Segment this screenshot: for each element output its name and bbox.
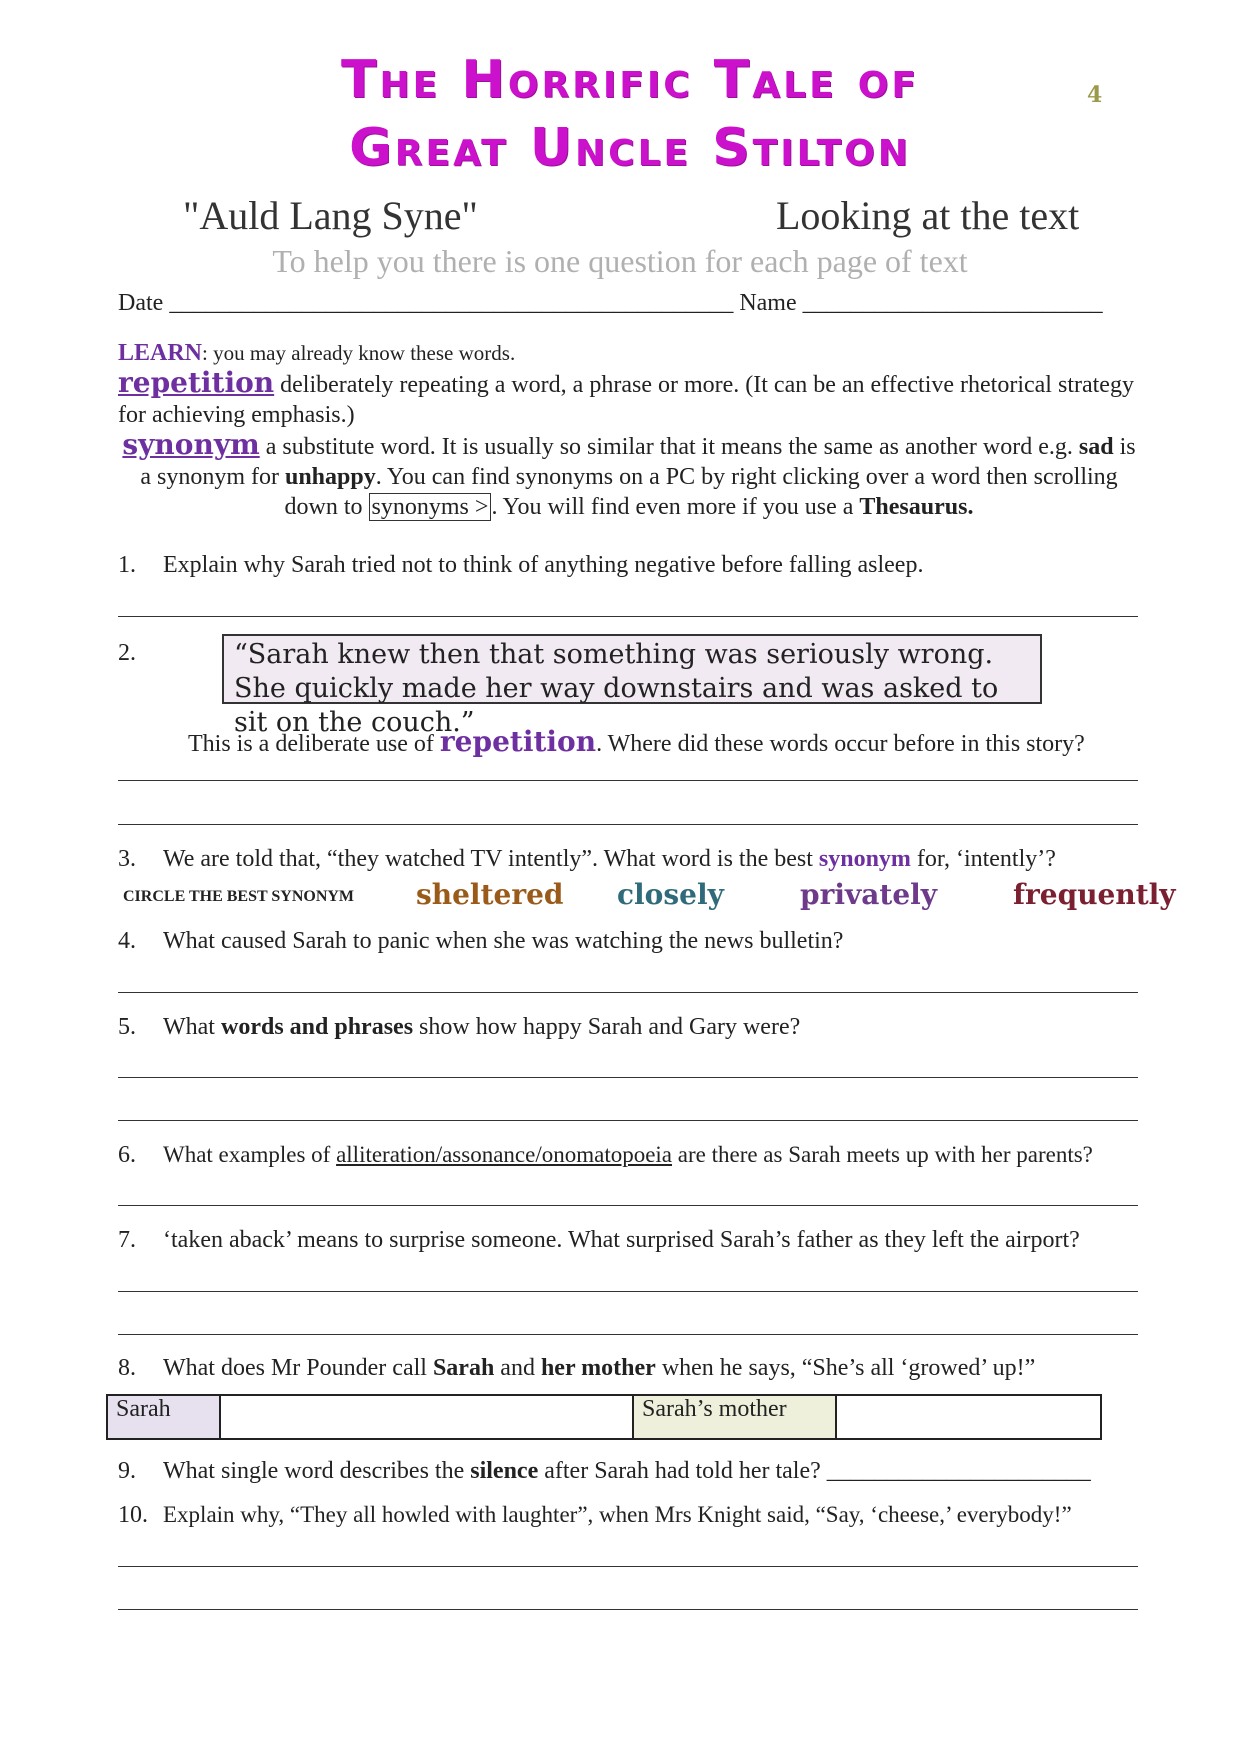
option-privately[interactable]: privately xyxy=(800,878,938,911)
q8-mother-answer-cell[interactable] xyxy=(836,1395,1101,1439)
q9-text-after: after Sarah had told her tale? xyxy=(538,1458,821,1484)
q2-answer-line-2[interactable] xyxy=(118,824,1138,825)
q9-text xyxy=(163,1458,1091,1485)
learn-intro-text: : you may already know these words. xyxy=(202,341,516,365)
q1-number: 1. xyxy=(118,552,136,578)
name-label: Name xyxy=(739,290,797,316)
q8-bold-mother: her mother xyxy=(540,1355,656,1381)
q9-bold: silence xyxy=(470,1458,539,1484)
q5-text-before: What xyxy=(163,1014,221,1040)
q2-term: repetition xyxy=(439,725,597,758)
q3-number: 3. xyxy=(118,846,136,872)
date-name-row xyxy=(118,290,1103,317)
q6-text-before: What examples of xyxy=(163,1142,337,1167)
q5-text xyxy=(163,1014,800,1041)
q5-answer-line-2[interactable] xyxy=(118,1120,1138,1121)
synonym-def-2: is a synonym for xyxy=(140,434,1136,490)
q2-text-before: This is a deliberate use of xyxy=(188,731,440,757)
repetition-term: repetition xyxy=(118,366,275,399)
q4-answer-line[interactable] xyxy=(118,992,1138,993)
q3-term: synonym xyxy=(818,846,911,872)
subtitle-left: "Auld Lang Syne" xyxy=(183,193,478,238)
synonym-def-1: a substitute word. It is usually so similar that it means the same as another word e.g. xyxy=(259,434,1079,460)
subtitle-right: Looking at the text xyxy=(776,193,1080,238)
q6-text xyxy=(163,1142,1093,1168)
q8-bold-sarah: Sarah xyxy=(432,1355,495,1381)
q7-answer-line-1[interactable] xyxy=(118,1291,1138,1292)
q8-answer-table xyxy=(106,1394,1102,1440)
q5-text-after: show how happy Sarah and Gary were? xyxy=(413,1014,801,1040)
q10-answer-line-2[interactable] xyxy=(118,1609,1138,1610)
q7-text: ‘taken aback’ means to surprise someone. What surprised Sarah’s father as they left the airport? xyxy=(163,1227,1080,1253)
name-field[interactable]: _________________________ xyxy=(802,290,1103,316)
q2-number: 2. xyxy=(118,640,136,666)
date-field[interactable]: _______________________________________________ xyxy=(169,290,734,316)
learn-intro xyxy=(118,338,515,368)
word-thesaurus: Thesaurus. xyxy=(859,494,974,520)
q8-sarah-label: Sarah xyxy=(107,1395,220,1439)
q9-number: 9. xyxy=(118,1458,136,1484)
repetition-definition xyxy=(118,368,1138,430)
date-label: Date xyxy=(118,290,164,316)
q5-bold: words and phrases xyxy=(220,1014,414,1040)
q10-text: Explain why, “They all howled with laughter”, when Mrs Knight said, “Say, ‘cheese,’ everybody!” xyxy=(163,1502,1072,1527)
q8-text-after: when he says, “She’s all ‘growed’ up!” xyxy=(655,1355,1036,1381)
q7-answer-line-2[interactable] xyxy=(118,1334,1138,1335)
q8-sarah-answer-cell[interactable] xyxy=(220,1395,633,1439)
synonyms-menu-label: synonyms > xyxy=(369,493,492,521)
synonym-def-4: . You will find even more if you use a xyxy=(491,494,860,520)
circle-best-synonym-label: CIRCLE THE BEST SYNONYM xyxy=(123,888,355,905)
title-line-1: The Horrific Tale of xyxy=(341,50,919,110)
q5-number: 5. xyxy=(118,1014,136,1040)
help-text: To help you there is one question for each page of text xyxy=(272,243,968,279)
page-number: 4 xyxy=(1087,82,1103,108)
q7-number: 7. xyxy=(118,1227,136,1253)
q2-text xyxy=(188,725,1085,758)
q3-text-after: for, ‘intently’? xyxy=(910,846,1056,872)
q9-text-before: What single word describes the xyxy=(163,1458,471,1484)
q2-answer-line-1[interactable] xyxy=(118,780,1138,781)
q4-text: What caused Sarah to panic when she was watching the news bulletin? xyxy=(163,928,844,954)
q5-answer-line-1[interactable] xyxy=(118,1077,1138,1078)
q10-number: 10. xyxy=(118,1502,148,1528)
q9-answer-blank[interactable]: ______________________ xyxy=(826,1458,1091,1484)
q8-text-before: What does Mr Pounder call xyxy=(163,1355,433,1381)
synonym-definition xyxy=(118,430,1140,522)
q1-text: Explain why Sarah tried not to think of anything negative before falling asleep. xyxy=(163,552,924,578)
q4-number: 4. xyxy=(118,928,136,954)
synonym-def-3: . You can find synonyms on a PC by right clicking over a word then scrolling down to xyxy=(284,464,1118,520)
q6-answer-line[interactable] xyxy=(118,1205,1138,1206)
option-frequently[interactable]: frequently xyxy=(1013,878,1176,911)
word-sad: sad xyxy=(1078,434,1114,460)
q6-number: 6. xyxy=(118,1142,136,1168)
option-closely[interactable]: closely xyxy=(617,878,724,911)
q8-mother-label: Sarah’s mother xyxy=(633,1395,836,1439)
q2-quote-box: “Sarah knew then that something was seriously wrong. She quickly made her way downstairs and was asked to sit on the couch.” xyxy=(222,634,1042,704)
q8-text xyxy=(163,1355,1035,1382)
repetition-def: deliberately repeating a word, a phrase or more. (It can be an effective rhetorical strategy for achieving emphasis.) xyxy=(118,372,1134,428)
learn-label: LEARN xyxy=(118,340,203,366)
q2-text-after: . Where did these words occur before in this story? xyxy=(596,731,1085,757)
option-sheltered[interactable]: sheltered xyxy=(416,878,564,911)
q10-answer-line-1[interactable] xyxy=(118,1566,1138,1567)
q3-text-before: We are told that, “they watched TV intently”. What word is the best xyxy=(163,846,819,872)
q3-text xyxy=(163,846,1056,873)
q6-underlined: alliteration/assonance/onomatopoeia xyxy=(336,1142,673,1167)
title-line-2: Great Uncle Stilton xyxy=(349,118,911,178)
q6-text-after: are there as Sarah meets up with her parents? xyxy=(672,1142,1093,1167)
q8-number: 8. xyxy=(118,1355,136,1381)
synonym-term: synonym xyxy=(122,428,260,461)
q8-text-mid: and xyxy=(494,1355,541,1381)
q1-answer-line[interactable] xyxy=(118,616,1138,617)
word-unhappy: unhappy xyxy=(284,464,376,490)
